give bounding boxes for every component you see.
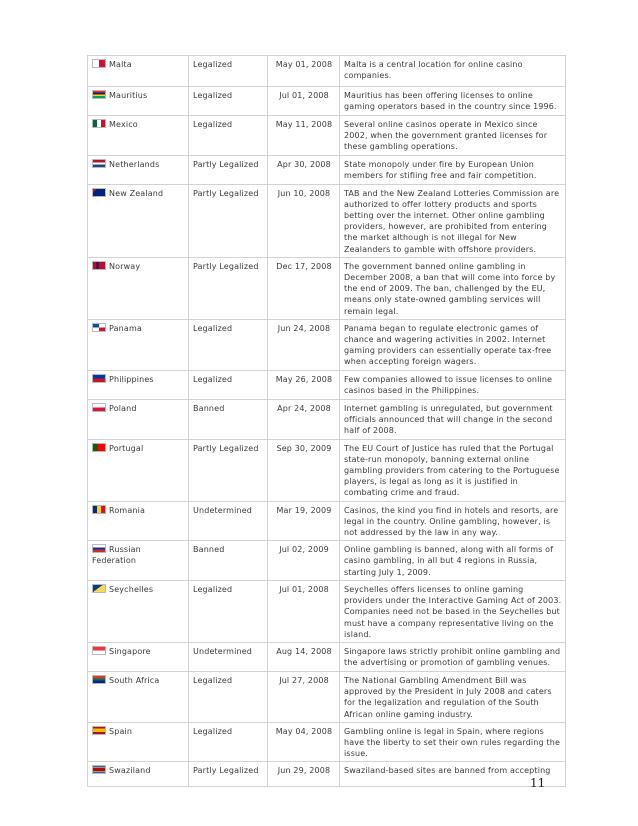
status-cell: Legalized xyxy=(189,319,268,370)
note-cell: The government banned online gambling in December 2008, a ban that will come into force by the end of 2009. The ban, challenged by the EU, means only state-owned gambling services will remain legal. xyxy=(340,257,566,319)
country-name: Norway xyxy=(109,261,141,271)
country-cell xyxy=(88,501,189,541)
country-flag-icon xyxy=(92,188,106,197)
date-cell: Apr 24, 2008 xyxy=(268,399,340,439)
country-name: Swaziland xyxy=(109,766,151,776)
country-flag-icon xyxy=(92,323,106,332)
country-flag-icon xyxy=(92,584,106,593)
country-flag-icon xyxy=(92,59,106,68)
date-cell: Mar 19, 2009 xyxy=(268,501,340,541)
country-flag-icon xyxy=(92,646,106,655)
country-flag-icon xyxy=(92,505,106,514)
status-cell: Legalized xyxy=(189,580,268,642)
note-cell: Few companies allowed to issue licenses to online casinos based in the Philippines. xyxy=(340,370,566,399)
country-cell xyxy=(88,370,189,399)
country-cell xyxy=(88,155,189,184)
note-cell: Gambling online is legal in Spain, where regions have the liberty to set their own rules regarding the issue. xyxy=(340,722,566,762)
country-name: South Africa xyxy=(109,675,160,685)
table-row xyxy=(88,541,566,581)
date-cell: Jul 27, 2008 xyxy=(268,671,340,722)
table-row xyxy=(88,319,566,370)
status-cell: Partly Legalized xyxy=(189,257,268,319)
country-flag-icon xyxy=(92,726,106,735)
table-row xyxy=(88,116,566,156)
country-flag-icon xyxy=(92,544,106,553)
table-row xyxy=(88,642,566,671)
note-cell: Internet gambling is unregulated, but government officials announced that will change in the second half of 2008. xyxy=(340,399,566,439)
note-cell: State monopoly under fire by European Union members for stifling free and fair competition. xyxy=(340,155,566,184)
country-name: New Zealand xyxy=(109,188,164,198)
table-row xyxy=(88,501,566,541)
status-cell: Legalized xyxy=(189,370,268,399)
table-row xyxy=(88,184,566,257)
date-cell: Apr 30, 2008 xyxy=(268,155,340,184)
table-row xyxy=(88,439,566,501)
country-flag-icon xyxy=(92,261,106,270)
date-cell: Jun 10, 2008 xyxy=(268,184,340,257)
status-cell: Partly Legalized xyxy=(189,439,268,501)
table-row xyxy=(88,762,566,787)
country-cell xyxy=(88,439,189,501)
status-cell: Banned xyxy=(189,399,268,439)
gambling-legality-table xyxy=(87,55,566,787)
note-cell: TAB and the New Zealand Lotteries Commission are authorized to offer lottery products and sports betting over the internet. Other online gambling providers, however, are prohibited from entering the market although is not illegal for New Zealanders to gamble with offshore providers. xyxy=(340,184,566,257)
note-cell: The EU Court of Justice has ruled that the Portugal state-run monopoly, banning external online gambling providers from catering to the Portuguese players, is legal as long as it is justified in combating crime and fraud. xyxy=(340,439,566,501)
table-row xyxy=(88,155,566,184)
country-name: Mexico xyxy=(109,120,138,129)
country-flag-icon xyxy=(92,119,106,128)
date-cell: May 26, 2008 xyxy=(268,370,340,399)
country-name: Spain xyxy=(109,726,133,736)
country-name: Russian Federation xyxy=(92,545,141,566)
country-flag-icon xyxy=(92,765,106,774)
date-cell: Aug 14, 2008 xyxy=(268,642,340,671)
date-cell: Jun 29, 2008 xyxy=(268,762,340,787)
date-cell: May 04, 2008 xyxy=(268,722,340,762)
status-cell: Undetermined xyxy=(189,642,268,671)
status-cell: Legalized xyxy=(189,56,268,87)
note-cell: Mauritius has been offering licenses to online gaming operators based in the country since 1996. xyxy=(340,87,566,116)
table-row xyxy=(88,671,566,722)
country-name: Seychelles xyxy=(109,584,154,594)
status-cell: Partly Legalized xyxy=(189,184,268,257)
date-cell: May 11, 2008 xyxy=(268,116,340,156)
table-body xyxy=(88,56,566,787)
country-flag-icon xyxy=(92,403,106,412)
country-cell xyxy=(88,762,189,787)
country-name: Netherlands xyxy=(109,159,160,169)
table-row xyxy=(88,399,566,439)
status-cell: Partly Legalized xyxy=(189,762,268,787)
country-cell xyxy=(88,257,189,319)
table-row xyxy=(88,722,566,762)
country-flag-icon xyxy=(92,675,106,684)
table-row xyxy=(88,580,566,642)
note-cell: Swaziland-based sites are banned from accepting xyxy=(340,762,566,787)
date-cell: Jun 24, 2008 xyxy=(268,319,340,370)
note-cell: Panama began to regulate electronic games of chance and wagering activities in 2002. Internet gaming providers can essentially operate tax-free when accepting foreign wagers. xyxy=(340,319,566,370)
country-cell xyxy=(88,541,189,581)
table-row xyxy=(88,87,566,116)
note-cell: Singapore laws strictly prohibit online gambling and the advertising or promotion of gambling venues. xyxy=(340,642,566,671)
date-cell: May 01, 2008 xyxy=(268,56,340,87)
country-name: Romania xyxy=(109,505,146,515)
date-cell: Jul 02, 2009 xyxy=(268,541,340,581)
country-name: Philippines xyxy=(109,374,154,384)
country-name: Malta xyxy=(109,60,132,69)
country-flag-icon xyxy=(92,443,106,452)
country-cell xyxy=(88,116,189,156)
page-number: 11 xyxy=(530,776,546,790)
status-cell: Legalized xyxy=(189,116,268,156)
note-cell: Seychelles offers licenses to online gaming providers under the Interactive Gaming Act of 2003. Companies need not be based in the Seychelles but must have a company representative living on the island. xyxy=(340,580,566,642)
country-cell xyxy=(88,87,189,116)
country-cell xyxy=(88,319,189,370)
date-cell: Jul 01, 2008 xyxy=(268,580,340,642)
country-name: Panama xyxy=(109,323,142,333)
country-name: Mauritius xyxy=(109,91,148,100)
status-cell: Legalized xyxy=(189,87,268,116)
status-cell: Legalized xyxy=(189,671,268,722)
status-cell: Banned xyxy=(189,541,268,581)
table-row xyxy=(88,370,566,399)
country-name: Singapore xyxy=(109,646,151,656)
country-name: Portugal xyxy=(109,443,144,453)
country-flag-icon xyxy=(92,374,106,383)
status-cell: Undetermined xyxy=(189,501,268,541)
country-name: Poland xyxy=(109,403,137,413)
table-row xyxy=(88,56,566,87)
date-cell: Sep 30, 2009 xyxy=(268,439,340,501)
country-cell xyxy=(88,671,189,722)
country-cell xyxy=(88,184,189,257)
table-row xyxy=(88,257,566,319)
country-flag-icon xyxy=(92,159,106,168)
country-cell xyxy=(88,399,189,439)
note-cell: The National Gambling Amendment Bill was approved by the President in July 2008 and caters for the legalization and regulation of the South African online gaming industry. xyxy=(340,671,566,722)
note-cell: Casinos, the kind you find in hotels and resorts, are legal in the country. Online gambling, however, is not addressed by the law in any way. xyxy=(340,501,566,541)
note-cell: Malta is a central location for online casino companies. xyxy=(340,56,566,87)
date-cell: Jul 01, 2008 xyxy=(268,87,340,116)
country-cell xyxy=(88,580,189,642)
country-cell xyxy=(88,56,189,87)
country-flag-icon xyxy=(92,90,106,99)
note-cell: Several online casinos operate in Mexico since 2002, when the government granted licenses for these gambling operations. xyxy=(340,116,566,156)
country-cell xyxy=(88,642,189,671)
status-cell: Legalized xyxy=(189,722,268,762)
country-cell xyxy=(88,722,189,762)
status-cell: Partly Legalized xyxy=(189,155,268,184)
date-cell: Dec 17, 2008 xyxy=(268,257,340,319)
note-cell: Online gambling is banned, along with all forms of casino gambling, in all but 4 regions in Russia, starting July 1, 2009. xyxy=(340,541,566,581)
